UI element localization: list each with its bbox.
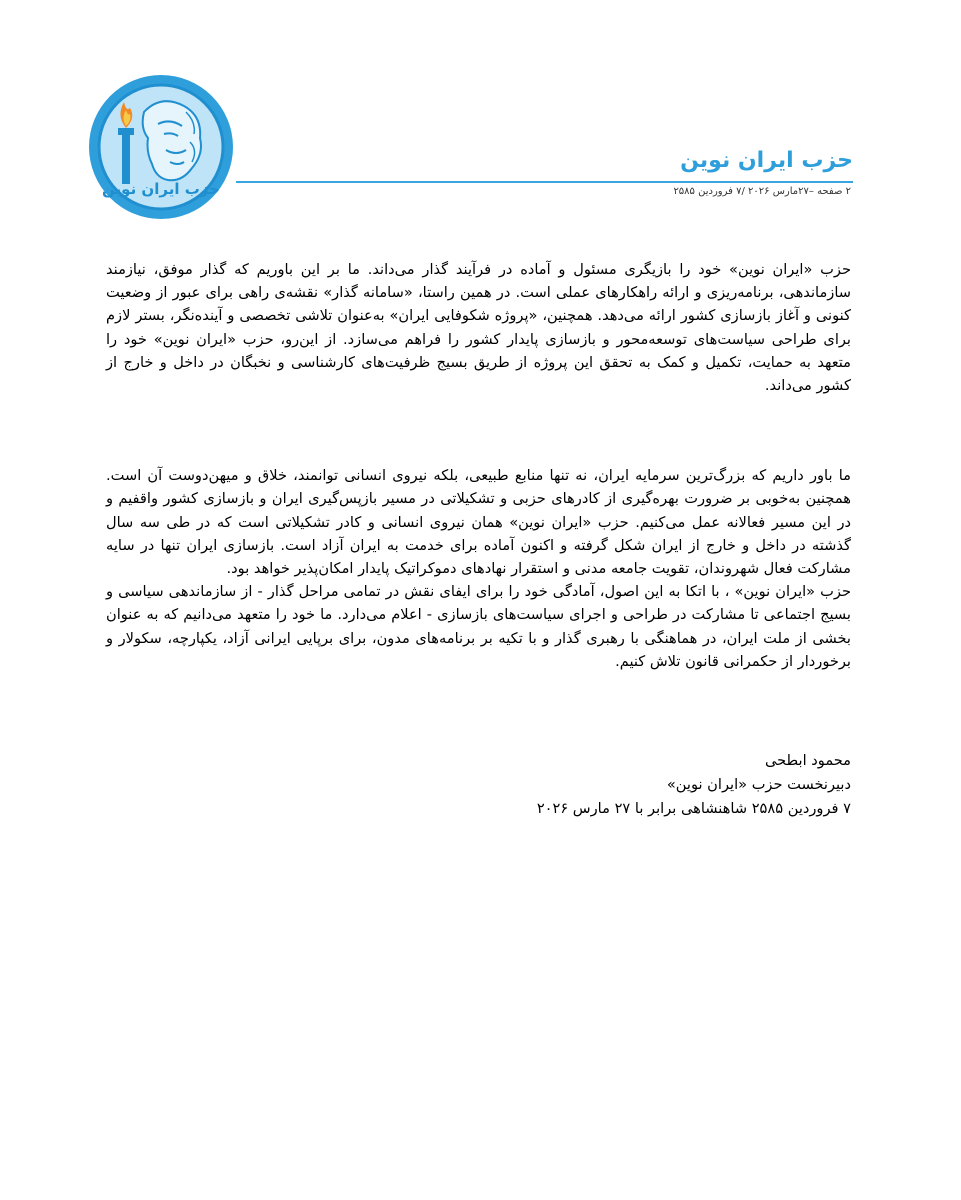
header-divider [236,181,853,183]
paragraph-3: حزب «ایران نوین» ، با اتکا به این اصول، آمادگی خود را برای ایفای نقش در تمامی مراحل گذار - از سازماندهی سیاسی و بسیج اجتماعی تا مشارکت در طراحی و اجرای سیاست‌های بازسازی - اعلام می‌دارد. ما خود را متعهد می‌دانیم که به عنوان بخشی از ملت ایران، در هماهنگی با رهبری گذار و با تکیه بر برنامه‌های مدون، برای برپایی ایرانی آزاد، یکپارچه، سکولار و برخوردار از حکمرانی قانون تلاش کنیم. [106,583,851,670]
letter-body [106,258,851,673]
page-info: ۲ صفحه –۲۷مارس ۲۰۲۶ /۷ فروردین ۲۵۸۵ [673,186,851,197]
logo-wordmark: حزب ایران نوین [102,180,220,198]
signatory-name: محمود ابطحی [764,752,851,769]
signature-date: ۷ فروردین ۲۵۸۵ شاهنشاهی برابر با ۲۷ مارس ۲۰۲۶ [536,800,851,817]
paragraph-2: ما باور داریم که بزرگ‌ترین سرمایه ایران، نه تنها منابع طبیعی، بلکه نیروی انسانی توانمند، خلاق و میهن‌دوست آن است. همچنین به‌خوبی بر ضرورت بهره‌گیری از کادرهای حزبی و تشکیلاتی در مسیر بازپس‌گیری ایران و بازسازی کشور واقفیم و در این مسیر فعالانه عمل می‌کنیم. حزب «ایران نوین» همان نیروی انسانی و کادر تشکیلاتی است که در طی سه سال گذشته در داخل و خارج از ایران شکل گرفته و اکنون آماده برای خدمت به ایران آزاد است. بازسازی ایران تنها در سایه مشارکت فعال شهروندان، تقویت جامعه مدنی و استقرار نهادهای دموکراتیک پایدار امکان‌پذیر خواهد بود. [106,467,851,578]
party-title: حزب ایران نوین [680,148,853,173]
paragraph-1: حزب «ایران نوین» خود را بازیگری مسئول و آماده در فرآیند گذار می‌داند. ما بر این باوریم که گذار موفق، نیازمند سازماندهی، برنامه‌ریزی و ارائه راهکارهای عملی است. در همین راستا، «سامانه گذار» نقشه‌ی راهی برای عبور از وضعیت کنونی و آغاز بازسازی کشور ارائه می‌دهد. همچنین، «پروژه شکوفایی ایران» به‌عنوان تلاشی تخصصی و آینده‌نگر، بستر لازم برای طراحی سیاست‌های توسعه‌محور و بازسازی پایدار کشور را فراهم می‌سازد. از این‌رو، حزب «ایران نوین» خود را متعهد به حمایت، تکمیل و کمک به تحقق این پروژه از طریق بسیج ظرفیت‌های کارشناسی و نخبگان در داخل و خارج از کشور می‌داند. [106,261,851,395]
signature-block [106,749,851,821]
signatory-role: دبیرنخست حزب «ایران نوین» [666,776,851,793]
lion-torch-emblem-icon [86,72,236,222]
party-logo [86,72,236,222]
